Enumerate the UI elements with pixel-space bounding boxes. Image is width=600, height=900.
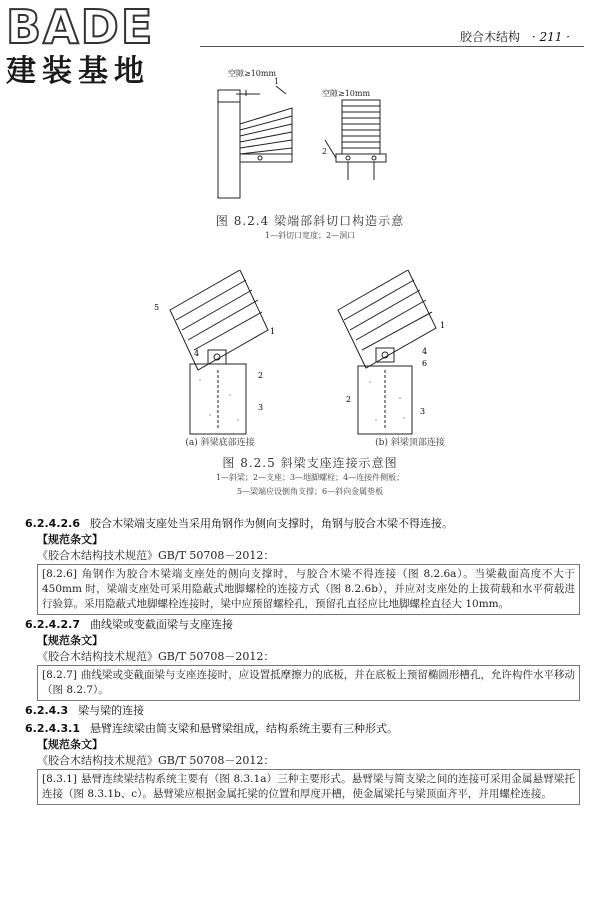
gap-label-left: 空隙≥10mm (228, 69, 277, 78)
clause-source: 《胶合木结构技术规范》GB/T 50708－2012： (37, 754, 275, 767)
clause-quote: [8.3.1] 悬臂连续梁结构系统主要有（图 8.3.1a）三种主要形式。悬臂梁与简支梁之间的连接可采用金属悬臂梁托连接（图 8.3.1b、c）。悬臂梁应根据金属托梁的位置和厚度开槽，使金属梁托与梁顶面齐平，并用螺栓连接。 (37, 769, 580, 805)
section-title: 胶合木结构 (459, 30, 520, 44)
clause-tag: 【规范条文】 (37, 533, 103, 546)
figure-8-2-4-legend: 1—斜切口宽度；2—洞口 (264, 231, 356, 240)
clause-heading: 6.2.4.2.6 胶合木梁端支座处当采用角钢作为侧向支撑时，角钢与胶合木梁不得连接。 (25, 517, 453, 530)
figure-8-2-5-legend-1: 1—斜梁；2—支座；3—地脚螺栓；4—连接件侧板； (215, 473, 405, 482)
page-number: · 211 · (531, 30, 570, 44)
figure-8-2-4-caption: 图 8.2.4 梁端部斜切口构造示意 (215, 214, 405, 228)
callout-1: 1 (274, 77, 280, 86)
logo-word: BADE (6, 0, 155, 54)
figure-8-2-5 (150, 270, 470, 510)
callout-2: 2 (322, 147, 328, 156)
bade-logo (6, 0, 155, 89)
header-rule (200, 46, 584, 47)
fig-b-callout-2: 2 (346, 395, 352, 404)
running-header (460, 28, 570, 45)
figure-8-2-4 (180, 62, 440, 252)
figure-8-2-4-drawing (180, 62, 440, 212)
clause-source: 《胶合木结构技术规范》GB/T 50708－2012： (37, 549, 275, 562)
clause-tag: 【规范条文】 (37, 634, 103, 647)
figure-8-2-5-legend-2: 5—梁端应设倒角支撑；6—斜向金属垫板 (236, 487, 384, 496)
fig-a-callout-4: 4 (194, 349, 200, 358)
body-text (25, 514, 580, 805)
clause-tag: 【规范条文】 (37, 738, 103, 751)
figure-8-2-5-sub-b: (b) 斜梁顶部连接 (375, 438, 445, 448)
fig-b-callout-3: 3 (420, 407, 426, 416)
fig-a-callout-2: 2 (258, 371, 264, 380)
clause-heading: 6.2.4.3.1 悬臂连续梁由简支梁和悬臂梁组成，结构系统主要有三种形式。 (25, 722, 398, 735)
fig-a-callout-1: 1 (270, 327, 276, 336)
figure-8-2-5-drawing (150, 270, 470, 445)
clause-heading: 6.2.4.3 梁与梁的连接 (25, 704, 145, 717)
clause-quote: [8.2.6] 角钢作为胶合木梁端支座处的侧向支撑时，与胶合木梁不得连接（图 8.2.6a）。当梁截面高度不大于 450mm 时，梁端支座处可采用隐蔽式地脚螺栓的连接方式（图 8.2.6b），并应对支座处的上拔荷载和水平荷载进行验算。采用隐蔽式地脚螺栓连接时，梁中应预留螺栓孔，预留孔直径应比地脚螺栓直径大 10mm。 (37, 564, 580, 615)
fig-b-callout-4: 4 (422, 347, 428, 356)
clause-source: 《胶合木结构技术规范》GB/T 50708－2012： (37, 650, 275, 663)
fig-b-callout-6: 6 (422, 359, 428, 368)
figure-8-2-5-caption: 图 8.2.5 斜梁支座连接示意图 (222, 456, 398, 470)
clause-quote: [8.2.7] 曲线梁或变截面梁与支座连接时，应设置抵摩擦力的底板，并在底板上预留椭圆形槽孔，允许构件水平移动（图 8.2.7）。 (37, 665, 580, 701)
gap-label-right: 空隙≥10mm (322, 89, 371, 98)
clause-heading: 6.2.4.2.7 曲线梁或变截面梁与支座连接 (25, 618, 233, 631)
fig-a-callout-3: 3 (258, 403, 264, 412)
fig-a-callout-5: 5 (154, 303, 160, 312)
figure-8-2-5-sub-a: (a) 斜梁底部连接 (185, 438, 255, 448)
logo-subtitle: 建装基地 (6, 54, 150, 89)
fig-b-callout-1: 1 (440, 321, 446, 330)
